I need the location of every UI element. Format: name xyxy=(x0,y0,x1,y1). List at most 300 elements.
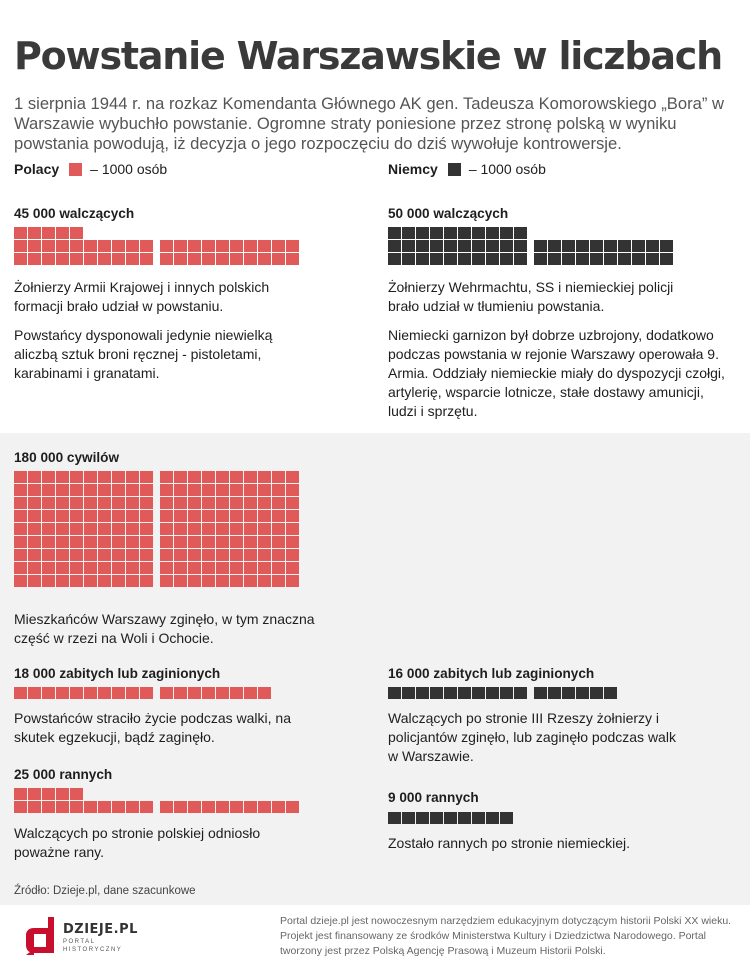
unit-square xyxy=(140,536,153,548)
unit-square xyxy=(70,253,83,265)
unit-square xyxy=(258,240,271,252)
unit-square xyxy=(500,812,513,824)
footer-brand: DZIEJE.PL xyxy=(63,922,138,937)
unit-square xyxy=(202,536,215,548)
unit-square xyxy=(98,687,111,699)
unit-square xyxy=(590,240,603,252)
unit-square xyxy=(244,536,257,548)
unit-square xyxy=(286,484,299,496)
unit-square xyxy=(42,253,55,265)
unit-square xyxy=(286,536,299,548)
unit-square xyxy=(416,812,429,824)
unit-square xyxy=(632,253,645,265)
footer-brand-sub: PORTAL HISTORYCZNY xyxy=(63,939,123,953)
unit-square xyxy=(286,510,299,522)
unit-square xyxy=(388,240,401,252)
pl-fighters-text2: Powstańcy dysponowali jedynie niewielką aliczbą sztuk broni ręcznej - pistoletami, karabinami i granatami. xyxy=(14,327,273,381)
unit-square xyxy=(56,687,69,699)
unit-square xyxy=(230,240,243,252)
unit-square xyxy=(56,253,69,265)
unit-square xyxy=(472,253,485,265)
unit-square xyxy=(286,801,299,813)
unit-square xyxy=(188,549,201,561)
unit-square xyxy=(126,549,139,561)
unit-square xyxy=(14,471,27,483)
unit-square xyxy=(430,227,443,239)
unit-square xyxy=(28,575,41,587)
unit-square xyxy=(286,497,299,509)
unit-square xyxy=(286,562,299,574)
unit-square xyxy=(202,253,215,265)
unit-square xyxy=(14,484,27,496)
unit-square xyxy=(286,253,299,265)
unit-square xyxy=(98,253,111,265)
unit-square xyxy=(14,253,27,265)
unit-square xyxy=(486,253,499,265)
unit-square xyxy=(28,253,41,265)
unit-square xyxy=(112,497,125,509)
unit-square xyxy=(140,575,153,587)
unit-square xyxy=(14,562,27,574)
unit-square xyxy=(590,253,603,265)
unit-square xyxy=(56,510,69,522)
unit-square xyxy=(28,562,41,574)
dzieje-logo-icon xyxy=(24,915,58,957)
unit-square xyxy=(28,788,41,800)
unit-square xyxy=(444,253,457,265)
de-fighters-text1: Żołnierzy Wehrmachtu, SS i niemieckiej policji brało udział w tłumieniu powstania. xyxy=(388,279,674,314)
unit-square xyxy=(28,549,41,561)
unit-square xyxy=(42,227,55,239)
unit-square xyxy=(416,687,429,699)
unit-square xyxy=(98,562,111,574)
unit-square xyxy=(444,812,457,824)
unit-square xyxy=(84,253,97,265)
unit-square xyxy=(230,562,243,574)
unit-square xyxy=(202,510,215,522)
unit-square xyxy=(98,575,111,587)
unit-square xyxy=(56,562,69,574)
unit-square xyxy=(56,575,69,587)
unit-square xyxy=(244,253,257,265)
de-fighters-heading: 50 000 walczących xyxy=(388,206,509,221)
unit-square xyxy=(28,497,41,509)
unit-square xyxy=(70,523,83,535)
unit-square xyxy=(70,240,83,252)
unit-square xyxy=(402,253,415,265)
unit-square xyxy=(84,562,97,574)
unit-square xyxy=(576,240,589,252)
unit-square xyxy=(272,471,285,483)
unit-square xyxy=(216,497,229,509)
unit-square xyxy=(98,549,111,561)
unit-square xyxy=(98,523,111,535)
unit-square xyxy=(112,575,125,587)
legend-polish-unit: – 1000 osób xyxy=(90,161,168,177)
unit-square xyxy=(244,575,257,587)
legend-polish xyxy=(14,161,167,177)
unit-square xyxy=(216,510,229,522)
unit-square xyxy=(562,253,575,265)
unit-square xyxy=(140,471,153,483)
unit-square xyxy=(188,801,201,813)
unit-square xyxy=(646,253,659,265)
unit-square xyxy=(272,240,285,252)
unit-square xyxy=(244,497,257,509)
unit-square xyxy=(84,510,97,522)
unit-square xyxy=(14,801,27,813)
unit-square xyxy=(84,536,97,548)
source-note: Źródło: Dzieje.pl, dane szacunkowe xyxy=(14,885,196,897)
unit-square xyxy=(174,510,187,522)
unit-square xyxy=(230,687,243,699)
unit-square xyxy=(202,471,215,483)
unit-square xyxy=(126,575,139,587)
unit-square xyxy=(258,510,271,522)
unit-square xyxy=(500,253,513,265)
unit-square xyxy=(70,484,83,496)
unit-square xyxy=(160,471,173,483)
unit-square xyxy=(230,801,243,813)
unit-square xyxy=(14,536,27,548)
unit-square xyxy=(458,227,471,239)
unit-square xyxy=(98,801,111,813)
unit-square xyxy=(188,471,201,483)
unit-square xyxy=(160,510,173,522)
unit-square xyxy=(216,549,229,561)
unit-square xyxy=(140,562,153,574)
unit-square xyxy=(56,227,69,239)
unit-square xyxy=(244,484,257,496)
unit-square xyxy=(140,484,153,496)
unit-square xyxy=(174,497,187,509)
civilians-heading: 180 000 cywilów xyxy=(14,450,120,465)
unit-square xyxy=(84,471,97,483)
unit-square xyxy=(174,471,187,483)
unit-square xyxy=(534,253,547,265)
unit-square xyxy=(430,687,443,699)
unit-square xyxy=(112,523,125,535)
unit-square xyxy=(216,484,229,496)
unit-square xyxy=(160,801,173,813)
unit-square xyxy=(216,562,229,574)
unit-square xyxy=(42,788,55,800)
unit-square xyxy=(140,497,153,509)
unit-square xyxy=(590,687,603,699)
unit-square xyxy=(42,497,55,509)
unit-square xyxy=(258,549,271,561)
unit-square xyxy=(444,227,457,239)
unit-square xyxy=(140,240,153,252)
unit-square xyxy=(14,575,27,587)
unit-square xyxy=(42,575,55,587)
unit-square xyxy=(632,240,645,252)
unit-square xyxy=(576,253,589,265)
unit-square xyxy=(272,523,285,535)
unit-square xyxy=(42,549,55,561)
unit-square xyxy=(14,497,27,509)
unit-square xyxy=(286,523,299,535)
unit-square xyxy=(188,687,201,699)
unit-square xyxy=(174,523,187,535)
unit-square xyxy=(70,575,83,587)
unit-square xyxy=(42,471,55,483)
unit-square xyxy=(402,240,415,252)
unit-square xyxy=(188,497,201,509)
unit-square xyxy=(486,812,499,824)
unit-square xyxy=(216,523,229,535)
unit-square xyxy=(660,253,673,265)
unit-square xyxy=(174,801,187,813)
unit-square xyxy=(174,253,187,265)
de-fighters-text2: Niemiecki garnizon był dobrze uzbrojony, dodatkowo podczas powstania w rejonie Warszawy operowała 9. Armia. Oddziały niemieckie miały do dyspozycji czołgi, artylerię, wsparcie lotnicze, stałe dostawy amunicji, ludzi i sprzętu. xyxy=(388,327,725,419)
unit-square xyxy=(174,549,187,561)
unit-square xyxy=(160,562,173,574)
de-killed-heading: 16 000 zabitych lub zaginionych xyxy=(388,666,595,681)
unit-square xyxy=(84,497,97,509)
unit-square xyxy=(604,687,617,699)
unit-square xyxy=(486,240,499,252)
unit-square xyxy=(42,240,55,252)
unit-square xyxy=(514,253,527,265)
unit-square xyxy=(258,497,271,509)
unit-square xyxy=(202,484,215,496)
unit-square xyxy=(174,562,187,574)
civilians-text: Mieszkańców Warszawy zginęło, w tym znaczna część w rzezi na Woli i Ochocie. xyxy=(14,611,315,646)
unit-square xyxy=(56,497,69,509)
unit-square xyxy=(486,687,499,699)
unit-square xyxy=(216,536,229,548)
unit-square xyxy=(202,575,215,587)
unit-square xyxy=(98,240,111,252)
unit-square xyxy=(216,687,229,699)
unit-square xyxy=(160,575,173,587)
unit-square xyxy=(244,549,257,561)
unit-square xyxy=(126,497,139,509)
unit-square xyxy=(112,562,125,574)
unit-square xyxy=(188,575,201,587)
unit-square xyxy=(272,253,285,265)
unit-square xyxy=(160,549,173,561)
unit-square xyxy=(244,562,257,574)
unit-square xyxy=(84,801,97,813)
unit-square xyxy=(112,471,125,483)
unit-square xyxy=(286,240,299,252)
unit-square xyxy=(84,687,97,699)
unit-square xyxy=(42,510,55,522)
unit-square xyxy=(272,801,285,813)
unit-square xyxy=(14,687,27,699)
unit-square xyxy=(230,471,243,483)
unit-square xyxy=(272,549,285,561)
unit-square xyxy=(126,801,139,813)
unit-square xyxy=(202,523,215,535)
unit-square xyxy=(202,549,215,561)
unit-square xyxy=(230,497,243,509)
unit-square xyxy=(140,549,153,561)
unit-square xyxy=(244,523,257,535)
legend-german-swatch xyxy=(448,163,461,176)
unit-square xyxy=(70,549,83,561)
unit-square xyxy=(562,687,575,699)
unit-square xyxy=(444,240,457,252)
unit-square xyxy=(14,227,27,239)
unit-square xyxy=(28,240,41,252)
unit-square xyxy=(28,801,41,813)
unit-square xyxy=(42,536,55,548)
unit-square xyxy=(486,227,499,239)
unit-square xyxy=(272,497,285,509)
unit-square xyxy=(244,510,257,522)
unit-square xyxy=(188,523,201,535)
unit-square xyxy=(126,523,139,535)
unit-square xyxy=(258,471,271,483)
unit-square xyxy=(230,253,243,265)
unit-square xyxy=(272,484,285,496)
legend-polish-label: Polacy xyxy=(14,161,60,177)
unit-square xyxy=(188,240,201,252)
unit-square xyxy=(604,240,617,252)
unit-square xyxy=(126,471,139,483)
page-title: Powstanie Warszawskie w liczbach xyxy=(14,34,722,78)
de-killed-text: Walczących po stronie III Rzeszy żołnierzy i policjantów zginęło, lub zaginęło podczas walk w Warszawie. xyxy=(388,710,676,764)
unit-square xyxy=(126,687,139,699)
unit-square xyxy=(70,562,83,574)
unit-square xyxy=(98,510,111,522)
unit-square xyxy=(604,253,617,265)
unit-square xyxy=(388,812,401,824)
unit-square xyxy=(126,240,139,252)
unit-square xyxy=(430,253,443,265)
unit-square xyxy=(112,549,125,561)
legend-german-label: Niemcy xyxy=(388,161,438,177)
unit-square xyxy=(160,497,173,509)
unit-square xyxy=(458,687,471,699)
unit-square xyxy=(472,687,485,699)
unit-square xyxy=(28,227,41,239)
unit-square xyxy=(416,240,429,252)
unit-square xyxy=(472,227,485,239)
unit-square xyxy=(202,687,215,699)
unit-square xyxy=(70,471,83,483)
unit-square xyxy=(244,687,257,699)
unit-square xyxy=(458,240,471,252)
unit-square xyxy=(258,536,271,548)
unit-square xyxy=(272,510,285,522)
unit-square xyxy=(216,471,229,483)
unit-square xyxy=(28,510,41,522)
unit-square xyxy=(258,687,271,699)
unit-square xyxy=(188,253,201,265)
unit-square xyxy=(286,471,299,483)
unit-square xyxy=(126,253,139,265)
unit-square xyxy=(202,562,215,574)
unit-square xyxy=(160,253,173,265)
de-wounded-text: Zostało rannych po stronie niemieckiej. xyxy=(388,835,631,851)
unit-square xyxy=(244,471,257,483)
unit-square xyxy=(416,227,429,239)
unit-square xyxy=(140,253,153,265)
unit-square xyxy=(56,801,69,813)
unit-square xyxy=(174,575,187,587)
unit-square xyxy=(416,253,429,265)
unit-square xyxy=(70,801,83,813)
unit-square xyxy=(126,562,139,574)
unit-square xyxy=(160,687,173,699)
unit-square xyxy=(202,497,215,509)
unit-square xyxy=(140,510,153,522)
unit-square xyxy=(70,497,83,509)
unit-square xyxy=(534,240,547,252)
unit-square xyxy=(618,240,631,252)
unit-square xyxy=(402,687,415,699)
unit-square xyxy=(402,812,415,824)
unit-square xyxy=(500,687,513,699)
unit-square xyxy=(28,523,41,535)
unit-square xyxy=(272,536,285,548)
legend-polish-swatch xyxy=(69,163,82,176)
unit-square xyxy=(244,240,257,252)
de-wounded-heading: 9 000 rannych xyxy=(388,790,479,805)
unit-square xyxy=(14,523,27,535)
unit-square xyxy=(70,510,83,522)
unit-square xyxy=(56,523,69,535)
unit-square xyxy=(202,801,215,813)
footer-note: Portal dzieje.pl jest nowoczesnym narzędziem edukacyjnym dotyczącym historii Polski XX wieku. Projekt jest finansowany ze środków Ministerstwa Kultury i Dziedzictwa Narodowego. Portal tworzony jest przez Polską Agencję Prasową i Muzeum Historii Polski. xyxy=(280,915,732,957)
unit-square xyxy=(472,240,485,252)
unit-square xyxy=(42,523,55,535)
unit-square xyxy=(14,788,27,800)
unit-square xyxy=(42,562,55,574)
unit-square xyxy=(430,240,443,252)
unit-square xyxy=(216,575,229,587)
unit-square xyxy=(70,687,83,699)
unit-square xyxy=(98,471,111,483)
unit-square xyxy=(230,523,243,535)
intro-text: 1 sierpnia 1944 r. na rozkaz Komendanta Głównego AK gen. Tadeusza Komorowskiego „Bora” w Warszawie wybuchło powstanie. Ogromne straty poniesione przez stronę polską w wyniku powstania powodują, iż decyzja o jego rozpoczęciu do dziś wywołuje kontrowersje. xyxy=(14,94,724,153)
unit-square xyxy=(272,562,285,574)
unit-square xyxy=(188,484,201,496)
unit-square xyxy=(444,687,457,699)
unit-square xyxy=(28,536,41,548)
unit-square xyxy=(84,240,97,252)
unit-square xyxy=(230,536,243,548)
unit-square xyxy=(14,549,27,561)
unit-square xyxy=(160,536,173,548)
unit-square xyxy=(202,240,215,252)
unit-square xyxy=(56,484,69,496)
unit-square xyxy=(160,240,173,252)
unit-square xyxy=(56,536,69,548)
unit-square xyxy=(112,484,125,496)
unit-square xyxy=(70,536,83,548)
unit-square xyxy=(98,484,111,496)
unit-square xyxy=(258,523,271,535)
unit-square xyxy=(160,523,173,535)
unit-square xyxy=(14,510,27,522)
unit-square xyxy=(126,536,139,548)
unit-square xyxy=(70,227,83,239)
unit-square xyxy=(458,812,471,824)
unit-square xyxy=(56,549,69,561)
unit-square xyxy=(112,536,125,548)
unit-square xyxy=(618,253,631,265)
unit-square xyxy=(42,687,55,699)
unit-square xyxy=(230,484,243,496)
pl-fighters-heading: 45 000 walczących xyxy=(14,206,135,221)
unit-square xyxy=(174,687,187,699)
unit-square xyxy=(188,562,201,574)
